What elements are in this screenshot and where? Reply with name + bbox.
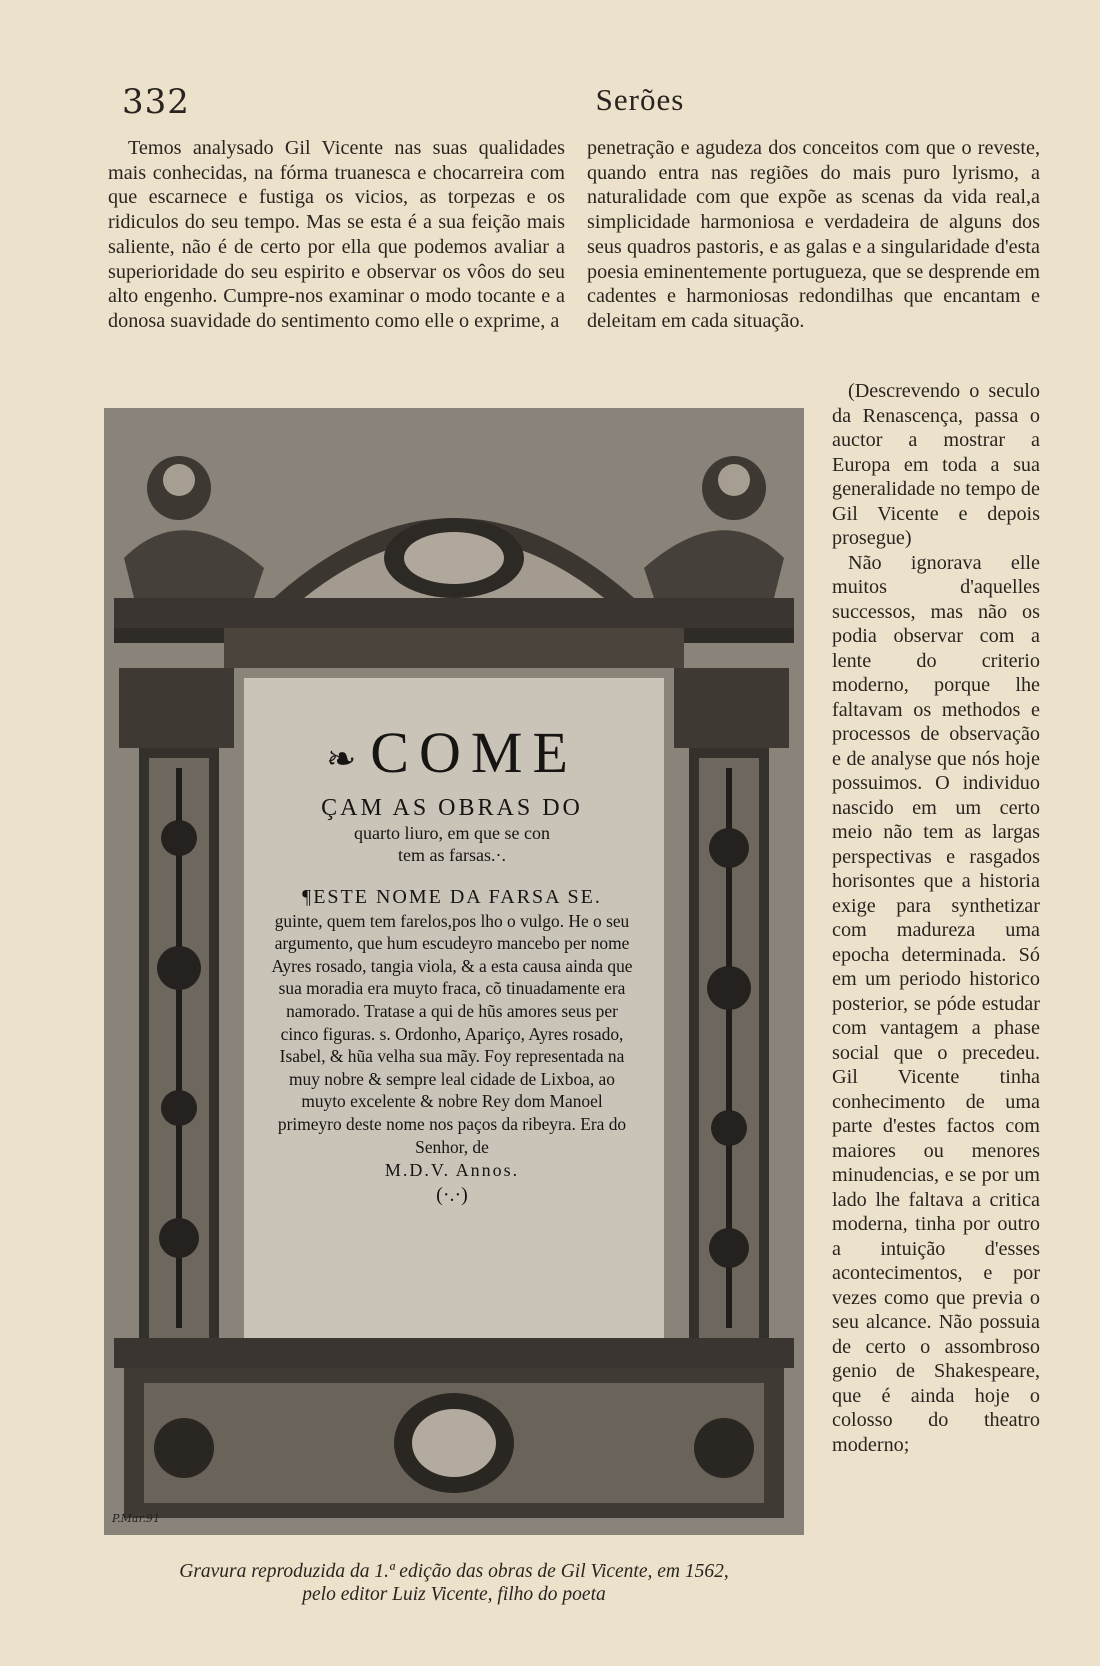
- base-ornament: [114, 1338, 794, 1518]
- title-page-text: [262, 700, 642, 1300]
- page-number: 332: [122, 82, 190, 122]
- title-subtitle-line-2: quarto liuro, em que se con: [354, 822, 550, 843]
- farce-description: guinte, quem tem farelos,pos lho o vulgo. He o seu argumento, que hum escudeyro mancebo per nome Ayres rosado, tangia viola, & a esta causa ainda que sua moradia era muyto fraca, cõ tinuadamente era namorado. Tratase a qui de hũs amores seus per cinco figuras. s. Ordonho, Apariço, Ayres rosado, Isabel, & hũa velha sua mãy. Foy representada na muy nobre & sempre leal cidade de Lixboa, ao muyto excelente & nobre Rey dom Manoel primeyro deste nome nos paços da ribeyra. Era do Senhor, de: [271, 910, 633, 1157]
- left-column: [108, 136, 565, 334]
- editorial-note: (Descrevendo o seculo da Renascença, passa o auctor a mostrar a Europa em toda a sua generalidade no tempo de Gil Vicente e depois prosegue): [832, 380, 1040, 549]
- title-come-text: COME: [370, 720, 578, 785]
- running-title: Serões: [595, 82, 685, 117]
- engraving-figure: [104, 408, 804, 1535]
- caption-line-2: pelo editor Luiz Vicente, filho do poeta: [302, 1584, 606, 1605]
- closing-mark: (·.·): [436, 1184, 468, 1207]
- title-subtitle-line-3: tem as farsas.·.: [398, 844, 506, 865]
- cornice: [114, 598, 794, 628]
- figure-caption: [100, 1560, 808, 1606]
- farce-heading: ¶ESTE NOME DA FARSA SE.: [302, 885, 602, 908]
- side-column: [832, 379, 1040, 1457]
- side-paragraph: Não ignorava elle muitos d'aquelles successos, mas não os podia observar com a lente do criterio moderno, porque lhe faltavam os methodos e processos de observação e de analyse que nós hoje possuimos. O individuo nascido em um certo meio não tem as largas perspectivas e rasgados horisontes que a historia exige para synthetizar com madureza uma epocha determinada. Só em um periodo historico posterior, se póde estudar com vantagem a phase social que o precedeu. Gil Vicente tinha conhecimento de uma parte d'estes factos com maiores ou menores minudencias, e se por um lado lhe faltava a critica moderna, tinha por outro a intuição d'esses acontecimentos, e por vezes como que previa o seu alcance. Não possuia de certo o assombroso genio de Shakespeare, que é ainda hoje o colosso do theatro moderno;: [832, 551, 1040, 1456]
- page-header: [120, 82, 1040, 126]
- body-paragraph: Temos analysado Gil Vicente nas suas qualidades mais conhecidas, na fórma truanesca e chocarreira com que escarnece e fustiga os vicios, as torpezas e os ridiculos do seu tempo. Mas se esta é a sua feição mais saliente, não é de certo por ella que podemos avaliar a superioridade do seu espirito e observar os vôos do seu alto engenho. Cumpre-nos examinar o modo tocante e a donosa suavidade do sentimento como elle o exprime, a: [108, 137, 565, 332]
- engraver-signature: P.Mar.91: [112, 1512, 161, 1525]
- farce-date: M.D.V. Annos.: [384, 1160, 520, 1181]
- body-paragraph-continued: penetração e agudeza dos conceitos com que o reveste, quando entra nas regiões do mais puro lyrismo, a naturalidade com que expõe as scenas da vida real,a simplicidade harmoniosa e verdadeira de alguns dos seus quadros pastoris, e as galas e a singularidade d'esta poesia eminentemente portugueza, que se desprende em cadentes e harmoniosas redondilhas que encantam e deleitam em cada situação.: [587, 137, 1040, 332]
- title-subtitle: ÇAM AS OBRAS DO: [321, 794, 583, 821]
- right-column: [587, 136, 1040, 334]
- leaf-ornament-icon: ❧: [326, 738, 357, 779]
- caption-line-1: Gravura reproduzida da 1.ª edição das obras de Gil Vicente, em 1562,: [179, 1561, 729, 1582]
- title-come: [262, 718, 642, 794]
